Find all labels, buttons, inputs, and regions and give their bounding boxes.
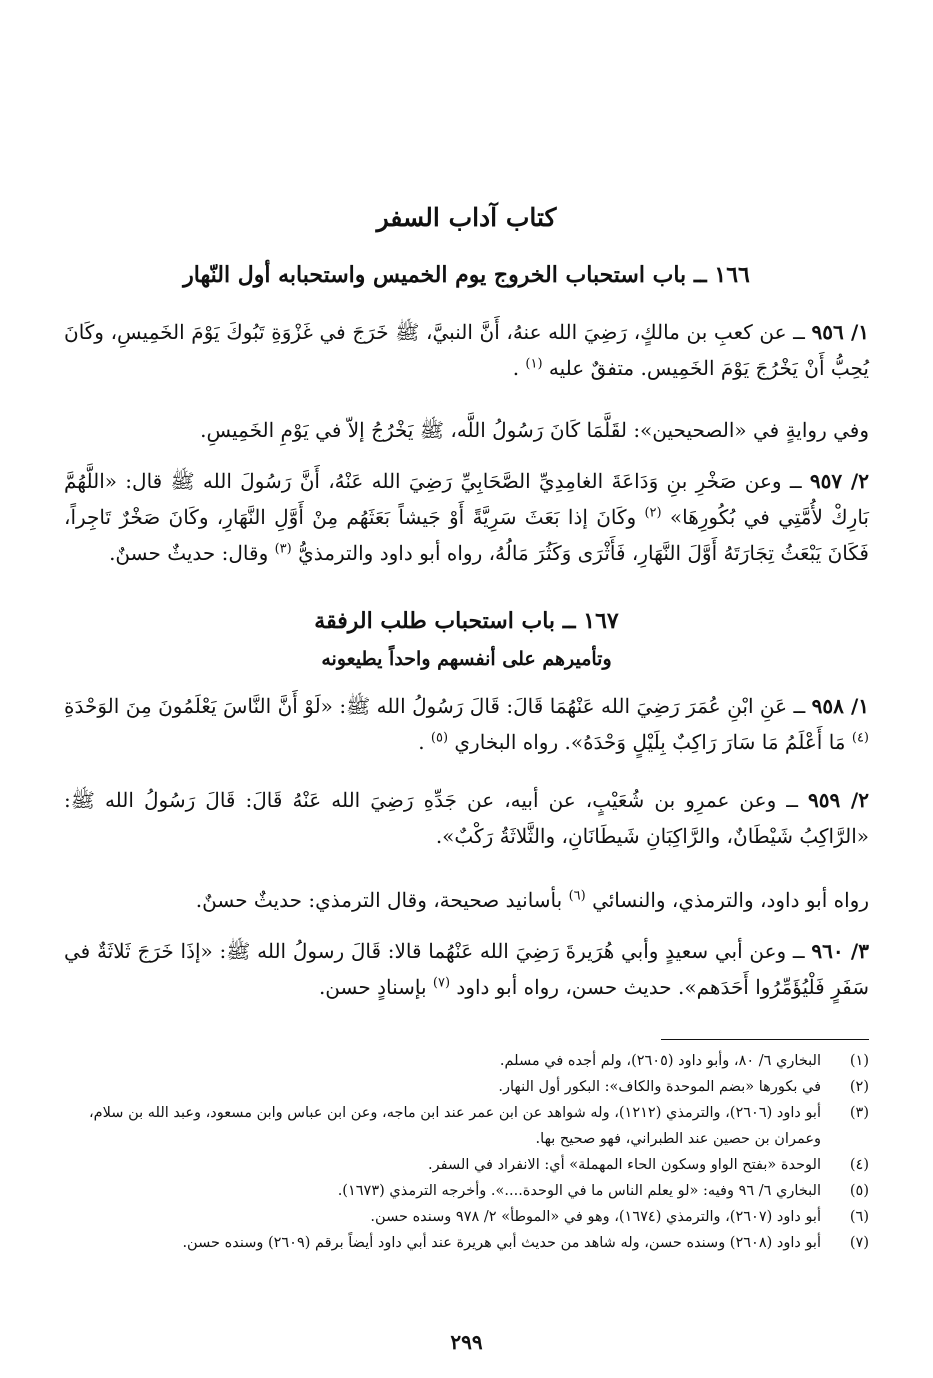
- footnote-ref: (٧): [432, 975, 451, 991]
- footnote-text: الوحدة «بفتح الواو وسكون الحاء المهملة» أي: الانفراد في السفر.: [428, 1157, 821, 1173]
- footnote-mark: (٣): [849, 1105, 869, 1121]
- hadith-956-variant: [64, 412, 869, 448]
- footnote-text: أبو داود (٢٦٠٧)، والترمذي (١٦٧٤)، وهو في «الموطأ» ٢/ ٩٧٨ وسنده حسن.: [370, 1209, 821, 1225]
- hadith-text: وفي روايةٍ في «الصحيحين»: لقَلَّمَا كَانَ رَسُولُ اللَّه، ﷺ يَخْرُجُ إلاّ في يَوْمِ الخَمِيسِ.: [200, 418, 869, 442]
- footnote-mark: (٢): [849, 1079, 869, 1095]
- hadith-tail: .: [418, 730, 425, 754]
- footnote-3: [64, 1100, 869, 1152]
- footnote-ref: (١): [525, 356, 543, 372]
- footnote-mark: (١): [849, 1053, 869, 1069]
- footnote-text: أبو داود (٢٦٠٨) وسنده حسن، وله شاهد من حديث أبي هريرة عند أبي داود أيضاً برقم (٢٦٠٩) وسنده حسن.: [182, 1235, 821, 1251]
- hadith-number: ١/ ٩٥٦: [811, 320, 869, 344]
- footnotes: [64, 1048, 869, 1256]
- hadith-number: ٢/ ٩٥٩: [808, 788, 869, 812]
- chapter-subheading-167: وتأميرهم على أنفسهم واحداً يطيعونه: [321, 648, 612, 670]
- hadith-text: ــ وعن صَخْرِ بنِ وَدَاعَةَ الغامِدِيِّ الصَّحَابِيِّ رَضِيَ الله عَنْهُ، أَنَّ رَسُولَ الله ﷺ قال: «اللَّهُمَّ بَارِكْ لأُمَّتِي في بُكُورِهَا»: [64, 469, 869, 529]
- footnote-mark: (٥): [849, 1183, 869, 1199]
- footnote-ref: (٣): [274, 541, 292, 557]
- hadith-960: [64, 933, 869, 1005]
- footnote-ref: (٤): [851, 730, 869, 746]
- chapter-heading-166: ١٦٦ ــ باب استحباب الخروج يوم الخميس واستحبابه أول النّهار: [183, 262, 750, 288]
- book-title: كتاب آداب السفر: [376, 203, 557, 232]
- chapter-heading-167: ١٦٧ ــ باب استحباب طلب الرفقة: [314, 608, 619, 634]
- hadith-text-continued: مَا أَعْلَمُ مَا سَارَ رَاكِبٌ بِلَيْلٍ وَحْدَهُ». رواه البخاري: [454, 730, 846, 754]
- footnote-1: [64, 1048, 869, 1074]
- hadith-tail: وقال: حديثٌ حسنٌ.: [109, 541, 269, 565]
- footnote-6: [64, 1204, 869, 1230]
- hadith-959-source: [64, 882, 869, 918]
- footnote-text: البخاري ٦/ ٨٠، وأبو داود (٢٦٠٥)، ولم أجده في مسلم.: [499, 1053, 821, 1069]
- hadith-957: [64, 463, 869, 571]
- footnote-7: [64, 1230, 869, 1256]
- footnote-mark: (٦): [849, 1209, 869, 1225]
- hadith-text: ــ وعن أبي سعيدٍ وأبي هُرَيرةَ رَضِيَ الله عَنْهُما قالا: قَالَ رسولُ الله ﷺ: «إذَا خَرَجَ ثَلاثَةٌ في سَفَرٍ فَلْيُؤَمِّرُوا أَحَدَهم». حديث حسن، رواه أبو داود: [64, 939, 869, 999]
- hadith-text: ــ عن كعبِ بن مالكٍ، رَضِيَ الله عنهُ، أَنَّ النبيَّ، ﷺ خَرَجَ في غَزْوَةِ تَبُوكَ يَوْمَ الخَمِيسِ، وكَانَ يُحِبُّ أَنْ يَخْرُجَ يَوْمَ الخَمِيس. متفقٌ عليه: [64, 320, 869, 380]
- footnote-ref: (٦): [568, 888, 586, 904]
- hadith-tail: بإسنادٍ حسن.: [318, 975, 427, 999]
- footnote-2: [64, 1074, 869, 1100]
- footnote-ref: (٢): [644, 505, 662, 521]
- hadith-956: [64, 314, 869, 386]
- footnote-ref: (٥): [430, 730, 449, 746]
- hadith-text: ــ وعن عمرِو بن شُعَيْبٍ، عن أبيه، عن جَدِّهِ رَضِيَ الله عَنْهُ قَالَ: قَالَ رَسُولُ الله ﷺ: «الرَّاكِبُ شَيْطَانٌ، والرَّاكِبَانِ شَيطَانَانِ، والثَّلاثَةُ رَكْبٌ».: [64, 788, 869, 848]
- footnote-5: [64, 1178, 869, 1204]
- footnote-4: [64, 1152, 869, 1178]
- source-text: رواه أبو داود، والترمذي، والنسائي: [592, 888, 869, 912]
- hadith-text: ــ عَنِ ابْنِ عُمَرَ رَضِيَ الله عَنْهُمَا قَالَ: قَالَ رَسُولُ الله ﷺ: «لَوْ أَنَّ النَّاسَ يَعْلَمُونَ مِنَ الوَحْدَةِ: [64, 694, 806, 718]
- hadith-number: ٣/ ٩٦٠: [811, 939, 869, 963]
- footnote-mark: (٧): [849, 1235, 869, 1251]
- footnote-divider: [661, 1039, 869, 1040]
- hadith-text-continued: وكَانَ إذا بَعَثَ سَرِيَّةً أَوْ جَيشاً بَعَثَهُم مِنْ أَوَّلِ النَّهَارِ، وكَانَ صَخْرٌ تَاجِراً، فَكَانَ يَبْعَثُ تِجَارَتَهُ أَوَّلَ النَّهَارِ، فَأَثْرَى وَكَثُرَ مَالُهُ، رواه أبو داود والترمذيُّ: [64, 505, 869, 565]
- hadith-tail: .: [512, 356, 520, 380]
- footnote-text: أبو داود (٢٦٠٦)، والترمذي (١٢١٢)، وله شواهد عن ابن عمر عند ابن ماجه، وعن ابن عباس وابن مسعود، وعبد الله بن سلام، وعمران بن حصين عند الطبراني، فهو صحيح بها.: [89, 1105, 821, 1147]
- footnote-mark: (٤): [849, 1157, 869, 1173]
- footnote-text: البخاري ٦/ ٩٦ وفيه: «لو يعلم الناس ما في الوحدة....». وأخرجه الترمذي (١٦٧٣).: [337, 1183, 821, 1199]
- hadith-959: [64, 782, 869, 854]
- hadith-number: ١/ ٩٥٨: [811, 694, 869, 718]
- footnote-text: في بكورها «بضم الموحدة والكاف»: البكور أول النهار.: [498, 1079, 821, 1095]
- source-tail: بأسانيد صحيحة، وقال الترمذي: حديثٌ حسنٌ.: [195, 888, 563, 912]
- hadith-number: ٢/ ٩٥٧: [809, 469, 869, 493]
- page-number: ٢٩٩: [450, 1330, 483, 1354]
- hadith-958: [64, 688, 869, 760]
